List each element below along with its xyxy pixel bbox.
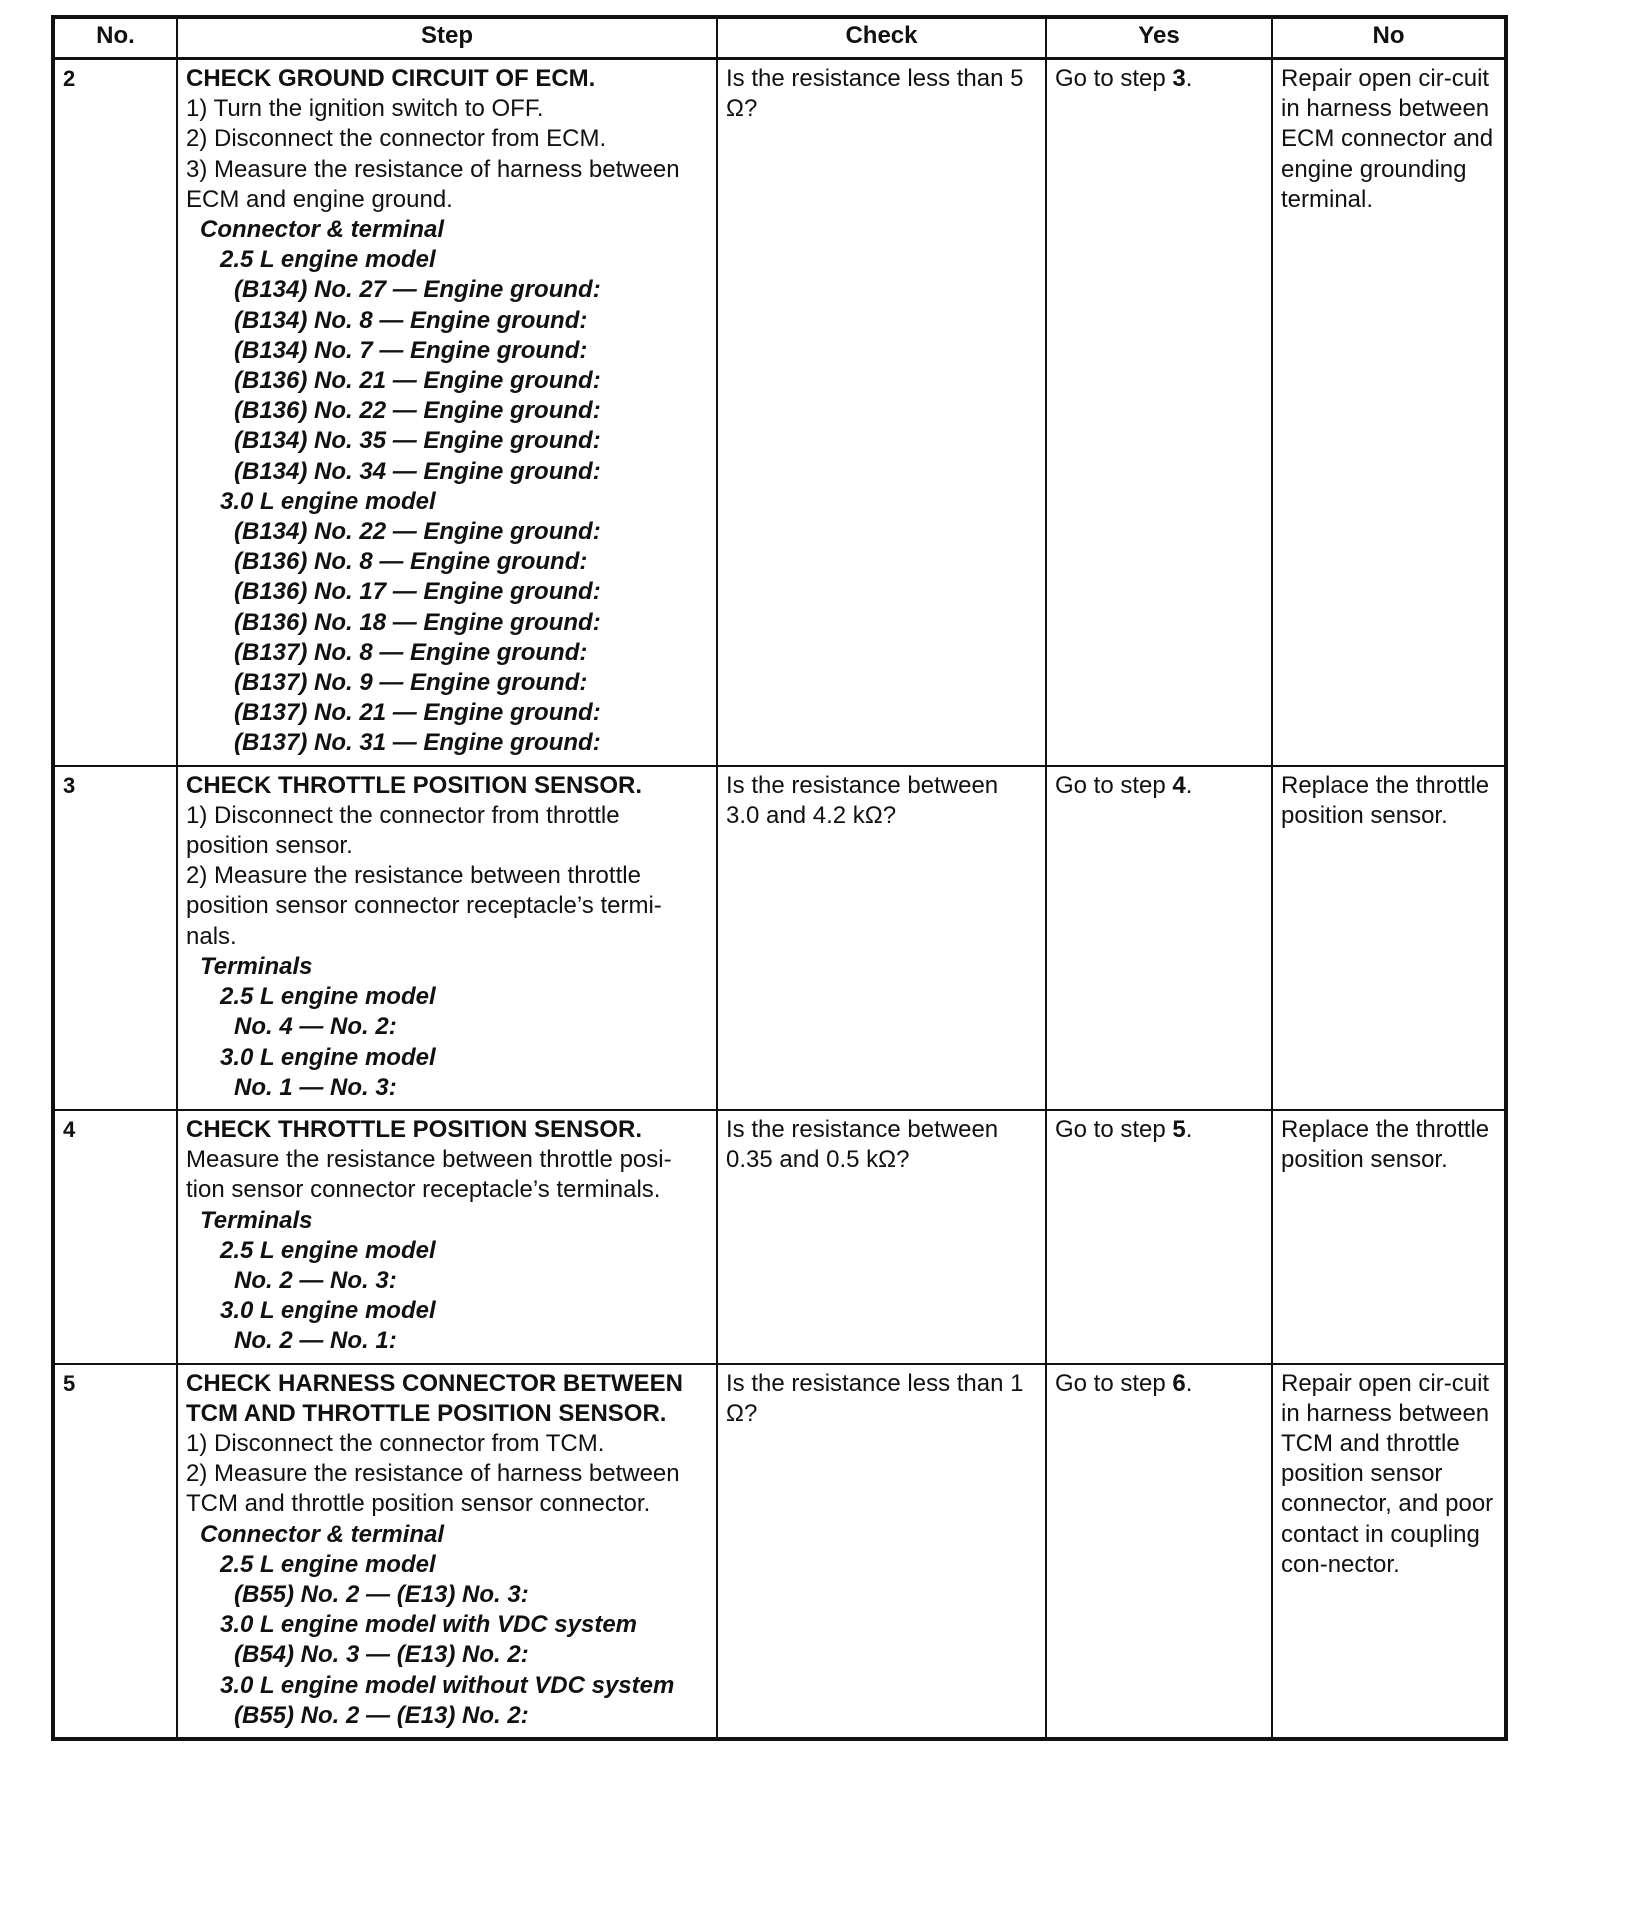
step-instruction: 2) Disconnect the connector from ECM.: [186, 125, 607, 153]
yes-prefix: Go to step: [1055, 771, 1173, 799]
step-number: 2: [53, 59, 177, 766]
engine-model-label: 2.5 L engine model: [220, 246, 436, 274]
engine-model-label: 2.5 L engine model: [220, 1550, 436, 1578]
terminal-spec: (B136) No. 18 — Engine ground:: [234, 608, 601, 636]
check-cell: Is the resistance less than 1 Ω?: [717, 1364, 1046, 1739]
yes-suffix: .: [1185, 1369, 1193, 1397]
terminal-spec: (B134) No. 27 — Engine ground:: [234, 276, 601, 304]
terminal-spec: (B134) No. 8 — Engine ground:: [234, 306, 588, 334]
no-cell: Replace the throttle position sensor.: [1272, 1110, 1506, 1364]
step-subheading: Terminals: [200, 952, 313, 980]
step-cell: [177, 59, 717, 766]
diagnostic-table: [51, 15, 1508, 1741]
step-cell: [177, 1110, 717, 1364]
step-subheading: Terminals: [200, 1206, 313, 1234]
step-instruction: 3) Measure the resistance of harness between ECM and engine ground.: [186, 155, 680, 213]
check-cell: Is the resistance less than 5 Ω?: [717, 59, 1046, 766]
table-row: [53, 1110, 1506, 1364]
step-number: 4: [53, 1110, 177, 1364]
yes-cell: [1046, 1110, 1272, 1364]
step-cell: [177, 766, 717, 1110]
terminal-spec: (B134) No. 34 — Engine ground:: [234, 457, 601, 485]
step-instruction: 1) Disconnect the connector from throttle position sensor.: [186, 801, 620, 860]
step-instruction: 1) Turn the ignition switch to OFF.: [186, 95, 544, 123]
terminal-spec: (B137) No. 9 — Engine ground:: [234, 669, 588, 697]
engine-model-label: 3.0 L engine model: [220, 1297, 436, 1325]
terminal-spec: (B134) No. 22 — Engine ground:: [234, 518, 601, 546]
table-row: [53, 59, 1506, 766]
table-row: [53, 766, 1506, 1110]
terminal-spec: (B134) No. 35 — Engine ground:: [234, 427, 601, 455]
terminal-spec: No. 1 — No. 3:: [234, 1073, 397, 1101]
terminal-spec: (B136) No. 8 — Engine ground:: [234, 548, 588, 576]
step-number: 5: [53, 1364, 177, 1739]
terminal-spec: (B54) No. 3 — (E13) No. 2:: [234, 1641, 529, 1669]
step-instruction: 1) Disconnect the connector from TCM.: [186, 1429, 605, 1457]
yes-suffix: .: [1185, 771, 1193, 799]
step-number: 3: [53, 766, 177, 1110]
step-instruction: Measure the resistance between throttle posi-tion sensor connector receptacle’s terminals.: [186, 1146, 672, 1204]
terminal-spec: (B136) No. 17 — Engine ground:: [234, 578, 601, 606]
header-no-action: No: [1272, 17, 1506, 59]
header-yes: Yes: [1046, 17, 1272, 59]
terminal-spec: (B136) No. 22 — Engine ground:: [234, 397, 601, 425]
yes-cell: [1046, 1364, 1272, 1739]
terminal-spec: (B137) No. 8 — Engine ground:: [234, 638, 588, 666]
diagnostic-procedure-sheet: [51, 15, 1504, 1741]
yes-prefix: Go to step: [1055, 1369, 1173, 1397]
step-cell: [177, 1364, 717, 1739]
terminal-spec: No. 2 — No. 3:: [234, 1266, 397, 1294]
terminal-spec: No. 4 — No. 2:: [234, 1013, 397, 1041]
yes-step-number: 3: [1172, 65, 1186, 92]
step-instruction: 2) Measure the resistance between throttle position sensor connector receptacle’s termi-nals.: [186, 862, 662, 950]
step-title: CHECK THROTTLE POSITION SENSOR.: [186, 771, 643, 799]
table-body: [53, 59, 1506, 1739]
table-row: [53, 1364, 1506, 1739]
yes-prefix: Go to step: [1055, 1115, 1173, 1143]
terminal-spec: (B137) No. 31 — Engine ground:: [234, 729, 601, 757]
check-cell: Is the resistance between 0.35 and 0.5 kΩ?: [717, 1110, 1046, 1364]
engine-model-label: 3.0 L engine model without VDC system: [220, 1671, 675, 1699]
yes-step-number: 4: [1172, 771, 1186, 799]
no-cell: Repair open cir-cuit in harness between ECM connector and engine grounding terminal.: [1272, 59, 1506, 766]
yes-suffix: .: [1185, 1115, 1193, 1143]
terminal-spec: (B55) No. 2 — (E13) No. 3:: [234, 1580, 529, 1608]
table-header-row: [53, 17, 1506, 59]
header-no: No.: [53, 17, 177, 59]
engine-model-label: 2.5 L engine model: [220, 1236, 436, 1264]
header-step: Step: [177, 17, 717, 59]
step-subheading: Connector & terminal: [200, 1520, 445, 1548]
engine-model-label: 3.0 L engine model: [220, 1043, 436, 1071]
step-title: CHECK THROTTLE POSITION SENSOR.: [186, 1115, 643, 1143]
terminal-spec: (B136) No. 21 — Engine ground:: [234, 367, 601, 395]
yes-cell: [1046, 766, 1272, 1110]
yes-cell: [1046, 59, 1272, 766]
terminal-spec: (B134) No. 7 — Engine ground:: [234, 336, 588, 364]
terminal-spec: (B137) No. 21 — Engine ground:: [234, 699, 601, 727]
step-title: CHECK GROUND CIRCUIT OF ECM.: [186, 65, 596, 92]
step-instruction: 2) Measure the resistance of harness between TCM and throttle position sensor connector.: [186, 1460, 680, 1518]
engine-model-label: 3.0 L engine model with VDC system: [220, 1611, 637, 1639]
no-cell: Replace the throttle position sensor.: [1272, 766, 1506, 1110]
yes-step-number: 6: [1172, 1369, 1186, 1397]
terminal-spec: No. 2 — No. 1:: [234, 1327, 397, 1355]
terminal-spec: (B55) No. 2 — (E13) No. 2:: [234, 1701, 529, 1729]
engine-model-label: 2.5 L engine model: [220, 983, 436, 1011]
yes-suffix: .: [1185, 65, 1193, 92]
check-cell: Is the resistance between 3.0 and 4.2 kΩ?: [717, 766, 1046, 1110]
header-check: Check: [717, 17, 1046, 59]
step-subheading: Connector & terminal: [200, 216, 445, 244]
engine-model-label: 3.0 L engine model: [220, 487, 436, 515]
yes-step-number: 5: [1172, 1115, 1186, 1143]
step-title: CHECK HARNESS CONNECTOR BETWEEN TCM AND THROTTLE POSITION SENSOR.: [186, 1369, 683, 1427]
no-cell: Repair open cir-cuit in harness between TCM and throttle position sensor connector, and poor contact in coupling con-nector.: [1272, 1364, 1506, 1739]
yes-prefix: Go to step: [1055, 65, 1173, 92]
